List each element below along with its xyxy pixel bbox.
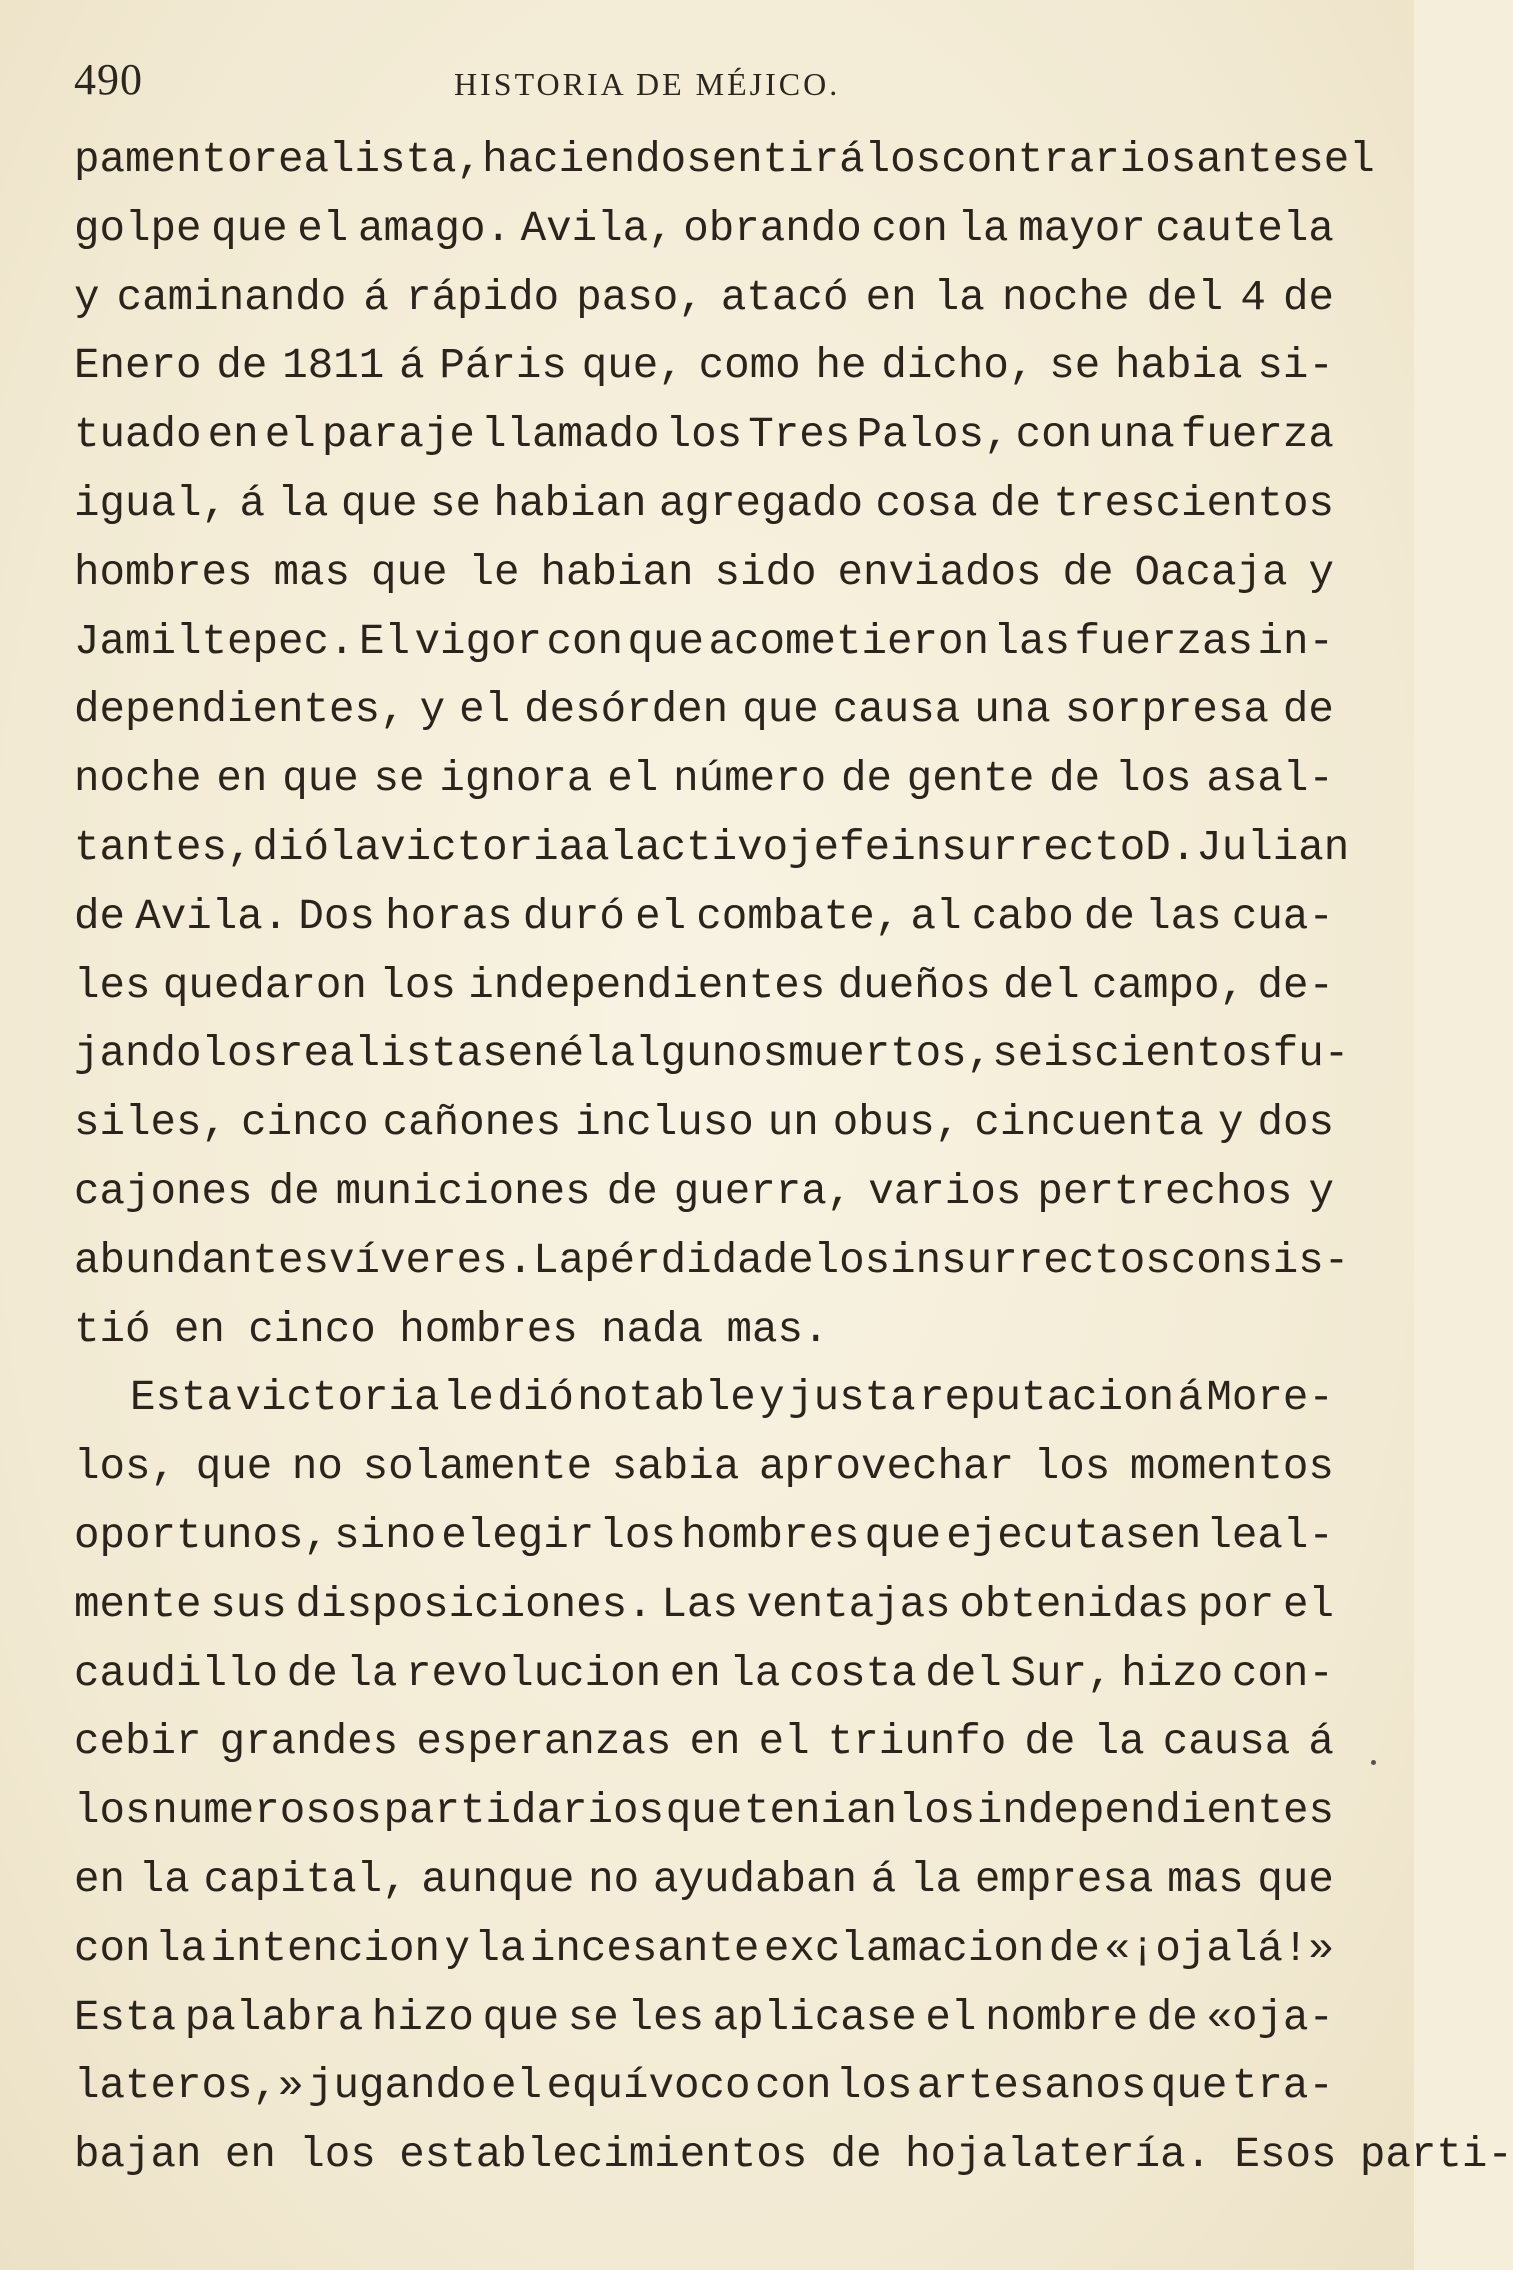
text-line: oportunos, sino elegir los hombres que ejecutasen leal- bbox=[74, 1511, 1334, 1560]
text-line: abundantes víveres. La pérdida de los insurrectos consis- bbox=[74, 1236, 1350, 1285]
text-line: dependientes, y el desórden que causa una sorpresa de bbox=[74, 686, 1334, 735]
paragraph bbox=[74, 126, 1375, 1364]
text-line: Enero de 1811 á Páris que, como he dicho, se habia si- bbox=[74, 342, 1334, 391]
text-line: y caminando á rápido paso, atacó en la noche del 4 de bbox=[74, 273, 1334, 322]
text-line: lateros,» jugando el equívoco con los artesanos que tra- bbox=[74, 2062, 1334, 2111]
text-line: les quedaron los independientes dueños del campo, de- bbox=[74, 961, 1334, 1010]
text-line: de Avila. Dos horas duró el combate, al cabo de las cua- bbox=[74, 892, 1334, 941]
text-line: con la intencion y la incesante exclamacion de «¡ojalá!» bbox=[74, 1924, 1334, 1973]
text-line: golpe que el amago. Avila, obrando con la mayor cautela bbox=[74, 204, 1334, 253]
text-line: pamento realista, haciendo sentir á los contrarios antes el bbox=[74, 136, 1375, 184]
text-line: en la capital, aunque no ayudaban á la empresa mas que bbox=[74, 1855, 1334, 1904]
text-line: igual, á la que se habian agregado cosa de trescientos bbox=[74, 479, 1334, 528]
text-line: noche en que se ignora el número de gente de los asal- bbox=[74, 755, 1334, 804]
text-line: los, que no solamente sabia aprovechar los momentos bbox=[74, 1443, 1334, 1492]
text-line: Esta victoria le dió notable y justa reputacion á More- bbox=[130, 1374, 1334, 1423]
page-header bbox=[74, 48, 1336, 108]
text-line: tió en cinco hombres nada mas. bbox=[74, 1305, 829, 1354]
text-line: jando los realistas en él algunos muertos, seiscientos fu- bbox=[74, 1030, 1350, 1079]
text-line: siles, cinco cañones incluso un obus, cincuenta y dos bbox=[74, 1099, 1334, 1148]
text-line: caudillo de la revolucion en la costa del Sur, hizo con- bbox=[74, 1649, 1334, 1698]
running-title: HISTORIA DE MÉJICO. bbox=[454, 66, 841, 102]
text-line: mente sus disposiciones. Las ventajas obtenidas por el bbox=[74, 1580, 1334, 1629]
text-line: hombres mas que le habian sido enviados de Oacaja y bbox=[74, 548, 1334, 597]
text-line: cajones de municiones de guerra, varios pertrechos y bbox=[74, 1167, 1334, 1216]
text-line: bajan en los establecimientos de hojalatería. Esos parti- bbox=[74, 2131, 1513, 2180]
ink-speck bbox=[1371, 1760, 1376, 1765]
page-number: 490 bbox=[74, 55, 143, 104]
text-line: tantes, dió la victoria al activo jefe insurrecto D. Julian bbox=[74, 823, 1350, 872]
text-line: Esta palabra hizo que se les aplicase el nombre de «oja- bbox=[74, 1993, 1334, 2042]
body-text bbox=[74, 126, 1513, 2190]
text-line: cebir grandes esperanzas en el triunfo de la causa á bbox=[74, 1718, 1334, 1767]
text-line: los numerosos partidarios que tenian los independientes bbox=[74, 1787, 1334, 1836]
text-line: tuado en el paraje llamado los Tres Palos, con una fuerza bbox=[74, 411, 1334, 460]
paragraph bbox=[74, 1364, 1513, 2190]
text-line: Jamiltepec. El vigor con que acometieron las fuerzas in- bbox=[74, 617, 1334, 666]
